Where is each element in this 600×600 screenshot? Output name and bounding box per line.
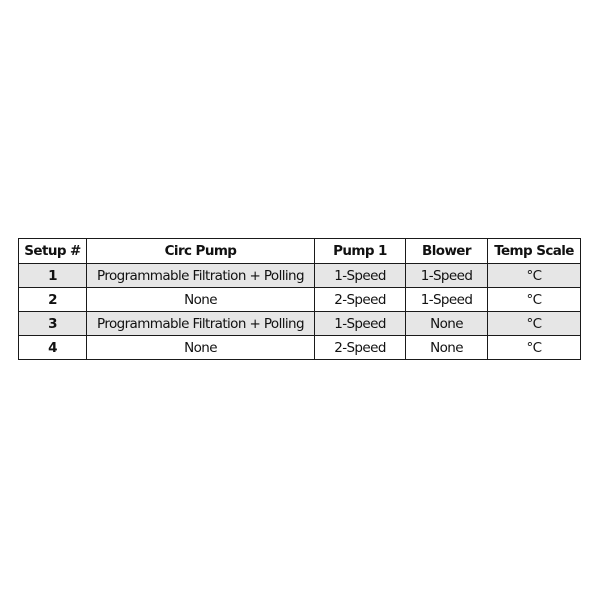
cell-temp-scale: °C xyxy=(488,312,581,336)
cell-pump-1: 1-Speed xyxy=(315,312,406,336)
cell-circ-pump: Programmable Filtration + Polling xyxy=(87,312,315,336)
table-row xyxy=(19,312,581,336)
cell-circ-pump: Programmable Filtration + Polling xyxy=(87,264,315,288)
cell-blower: 1-Speed xyxy=(406,264,488,288)
header-circ-pump: Circ Pump xyxy=(87,239,315,264)
cell-blower: 1-Speed xyxy=(406,288,488,312)
table-body xyxy=(19,264,581,360)
cell-pump-1: 1-Speed xyxy=(315,264,406,288)
setup-table-container xyxy=(18,238,580,360)
cell-setup: 1 xyxy=(19,264,87,288)
table-header xyxy=(19,239,581,264)
cell-pump-1: 2-Speed xyxy=(315,336,406,360)
table-row xyxy=(19,264,581,288)
cell-blower: None xyxy=(406,336,488,360)
cell-blower: None xyxy=(406,312,488,336)
cell-pump-1: 2-Speed xyxy=(315,288,406,312)
cell-circ-pump: None xyxy=(87,288,315,312)
header-pump-1: Pump 1 xyxy=(315,239,406,264)
setup-table xyxy=(18,238,581,360)
cell-temp-scale: °C xyxy=(488,264,581,288)
cell-setup: 2 xyxy=(19,288,87,312)
cell-setup: 4 xyxy=(19,336,87,360)
table-row xyxy=(19,336,581,360)
header-setup: Setup # xyxy=(19,239,87,264)
table-row xyxy=(19,288,581,312)
header-row xyxy=(19,239,581,264)
cell-setup: 3 xyxy=(19,312,87,336)
cell-temp-scale: °C xyxy=(488,288,581,312)
header-blower: Blower xyxy=(406,239,488,264)
cell-temp-scale: °C xyxy=(488,336,581,360)
header-temp-scale: Temp Scale xyxy=(488,239,581,264)
cell-circ-pump: None xyxy=(87,336,315,360)
